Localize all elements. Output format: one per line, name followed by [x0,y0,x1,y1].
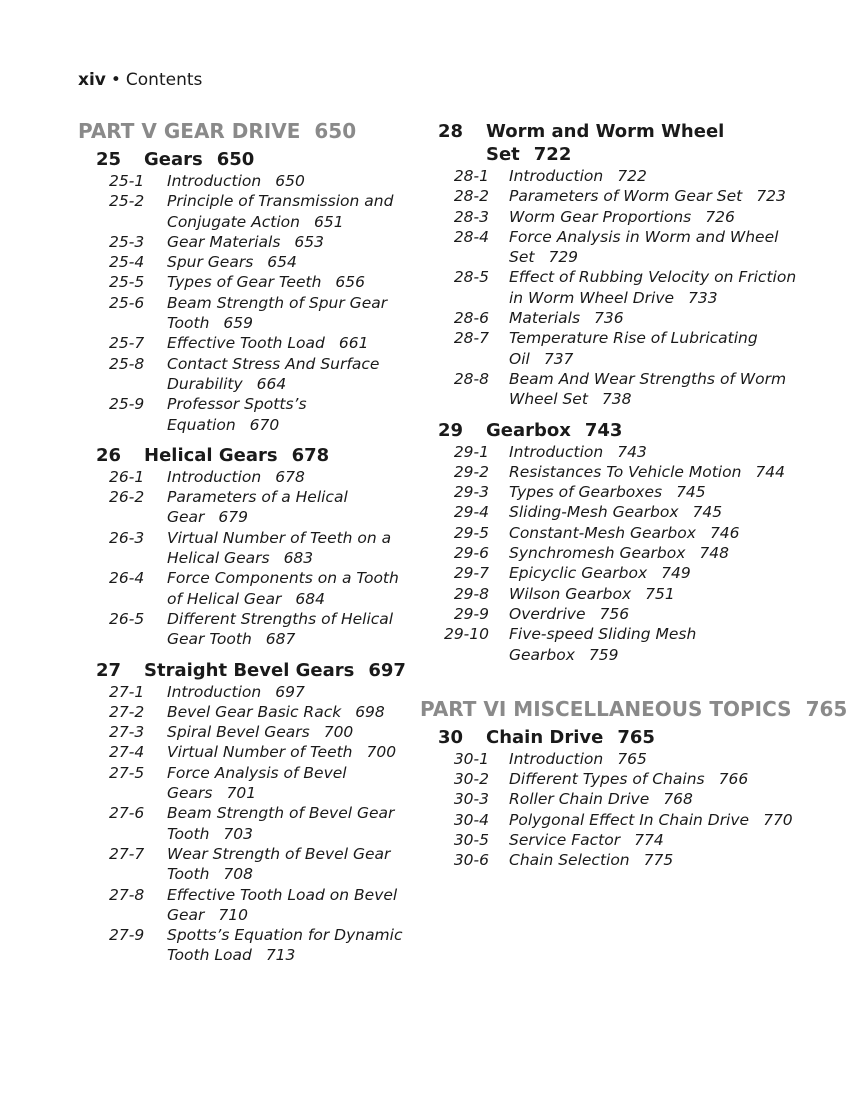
section-number: 25-9 [109,395,145,414]
section-entry[interactable] [420,482,800,502]
section-title: Introduction [509,749,604,768]
part-page: 765 [805,696,847,721]
section-title-group [509,462,800,482]
section-title-group [509,267,800,308]
chapter-number: 30 [437,726,463,748]
section-number: 26-1 [109,467,145,486]
section-list [420,442,800,665]
section-title: Different Types of Chains [509,770,705,789]
section-page: 746 [709,523,740,542]
header-separator: • [110,70,121,90]
section-entry[interactable] [420,462,800,482]
section-title: Sliding-Mesh Gearbox [509,503,679,522]
section-number: 26-2 [109,488,145,507]
section-page: 656 [335,273,366,292]
section-title-group [509,604,800,624]
section-title-group [167,487,418,528]
section-number: 29-1 [453,442,489,461]
section-title-group [167,333,418,353]
chapter-number: 26 [95,444,121,466]
section-entry[interactable] [78,528,418,569]
section-entry[interactable] [420,543,800,563]
section-entry[interactable] [420,523,800,543]
section-entry[interactable] [78,394,418,435]
section-number: 27-5 [109,763,145,782]
section-entry[interactable] [420,789,800,809]
section-number: 30-4 [453,810,489,829]
section-number: 25-1 [109,172,145,190]
section-title-group [167,272,418,292]
chapter-title: Straight Bevel Gears [144,659,355,681]
section-title-group [509,369,800,410]
running-head [78,70,202,90]
section-page: 700 [323,723,354,742]
section-title: Resistances To Vehicle Motion [509,462,742,481]
section-number: 27-4 [109,743,145,762]
section-title-group [167,191,418,232]
section-page: 745 [676,483,706,502]
section-entry[interactable] [420,328,800,369]
section-page: 759 [588,645,619,664]
section-title-group [167,394,418,435]
section-page: 653 [294,232,324,251]
chapter-number: 25 [95,149,121,170]
section-page: 701 [226,784,257,803]
section-title-group [167,232,418,252]
chapter-heading[interactable] [420,726,800,749]
section-title-group [509,227,800,268]
part-label: PART V [78,119,157,143]
section-number: 25-6 [109,293,145,312]
chapter-title-group [144,444,418,467]
section-page: 736 [594,309,624,328]
section-entry[interactable] [420,369,800,410]
section-title: Roller Chain Drive [509,790,650,809]
section-number: 30-5 [453,831,489,850]
section-title: Materials [509,309,581,328]
section-title-group [167,763,418,804]
section-title: Beam Strength of Bevel Gear Tooth [167,804,395,843]
section-number: 28-5 [453,268,489,287]
part-title: GEAR DRIVE [163,119,301,143]
section-page: 684 [295,589,325,608]
section-number: 29-5 [453,523,489,542]
section-title: Worm Gear Proportions [509,207,692,226]
chapter-block [420,120,800,410]
section-page: 683 [283,549,314,568]
section-list [78,171,418,435]
section-title-group [167,844,418,885]
section-title: Introduction [167,172,262,190]
section-title-group [167,354,418,395]
section-title-group [509,482,800,502]
section-page: 766 [718,770,749,789]
section-entry[interactable] [420,624,800,665]
section-entry[interactable] [78,467,418,487]
section-title-group [509,523,800,543]
section-page: 768 [663,790,693,809]
chapter-title-group [144,659,418,682]
chapter-heading[interactable] [420,120,800,166]
part-heading [78,118,418,144]
section-page: 743 [617,442,647,461]
section-page: 654 [267,253,297,272]
chapter-page: 678 [291,444,330,466]
section-title: Types of Gear Teeth [167,273,322,292]
section-title: Polygonal Effect In Chain Drive [509,810,750,829]
chapter-block [420,419,800,665]
section-title-group [167,742,418,762]
section-number: 29-9 [453,604,489,623]
section-title-group [509,850,800,870]
section-entry[interactable] [420,267,800,308]
section-page: 659 [223,314,254,333]
section-title-group [509,624,800,665]
section-entry[interactable] [78,844,418,885]
section-entry[interactable] [420,502,800,522]
section-number: 29-7 [453,564,489,583]
section-entry[interactable] [78,171,418,191]
section-title: Beam Strength of Spur Gear Tooth [167,293,388,333]
section-number: 28-8 [453,369,489,388]
section-entry[interactable] [420,749,800,769]
section-number: 27-7 [109,844,145,863]
chapter-page: 697 [368,659,406,681]
section-number: 30-1 [453,749,489,768]
section-page: 708 [223,865,254,884]
section-page: 651 [313,212,344,231]
section-number: 29-8 [453,584,489,603]
section-title-group [509,749,800,769]
section-entry[interactable] [78,763,418,804]
section-title: Virtual Number of Teeth on a Helical Gears [167,528,392,568]
section-number: 25-7 [109,334,145,353]
chapter-title-group [144,148,418,171]
section-page: 679 [218,508,249,527]
section-title: Spotts’s Equation for Dynamic Tooth Load [167,926,403,965]
section-entry[interactable] [420,166,800,186]
section-title: Introduction [509,167,604,185]
section-entry[interactable] [420,810,800,830]
part-label: PART VI [420,696,507,721]
section-title-group [167,609,418,650]
section-number: 29-4 [453,503,489,522]
section-entry[interactable] [420,830,800,850]
chapter-block [78,148,418,435]
section-page: 738 [601,390,632,409]
section-number: 25-2 [109,192,145,211]
chapter-number: 29 [437,419,463,441]
section-title-group [167,252,418,272]
section-page: 756 [599,604,630,623]
section-page: 723 [756,187,786,206]
chapter-title: Worm and Worm Wheel Set [486,121,725,165]
part-title-group [513,696,847,722]
section-title: Types of Gearboxes [509,483,663,502]
section-title: Spur Gears [167,253,254,272]
section-title-group [509,442,800,462]
section-page: 729 [548,248,579,267]
section-entry[interactable] [78,191,418,232]
section-number: 25-4 [109,253,145,272]
section-number: 27-2 [109,702,145,721]
running-head-title: Contents [125,70,203,90]
section-title-group [167,528,418,569]
section-entry[interactable] [420,442,800,462]
section-number: 25-5 [109,273,145,292]
section-page: 700 [366,743,397,762]
section-page: 713 [265,946,296,965]
section-number: 30-2 [453,770,489,789]
section-page: 745 [692,503,723,522]
section-title-group [167,682,418,702]
section-number: 29-3 [453,483,489,502]
section-number: 28-7 [453,329,489,348]
section-entry[interactable] [78,487,418,528]
section-entry[interactable] [420,769,800,789]
section-title: Different Strengths of Helical Gear Tooth [167,609,394,649]
chapter-page: 743 [584,419,623,441]
section-entry[interactable] [78,333,418,353]
section-list [420,749,800,871]
section-page: 670 [249,415,280,434]
section-page: 765 [617,749,647,768]
section-title: Force Analysis of Bevel Gears [167,763,347,803]
section-number: 26-5 [109,609,145,628]
part-title-group [164,118,356,144]
section-title: Temperature Rise of Lubricating Oil [509,329,758,368]
chapter-heading[interactable] [78,659,418,682]
section-page: 749 [661,564,691,583]
section-title-group [167,803,418,844]
section-entry[interactable] [78,252,418,272]
section-number: 29-6 [453,544,489,563]
section-entry[interactable] [78,742,418,762]
section-title: Introduction [167,467,262,486]
section-title: Introduction [167,682,262,701]
section-number: 30-3 [453,790,489,809]
section-page: 770 [763,810,793,829]
section-page: 678 [275,467,305,486]
section-title-group [167,171,418,191]
chapter-page: 650 [216,149,255,170]
chapter-heading[interactable] [420,419,800,442]
part-heading [420,696,847,722]
section-title: Overdrive [509,604,586,623]
chapter-page: 722 [533,144,572,165]
chapter-heading[interactable] [78,148,418,171]
chapter-heading[interactable] [78,444,418,467]
section-page: 697 [275,682,305,701]
section-page: 722 [617,167,647,185]
chapter-title: Gears [144,149,203,170]
section-title-group [509,584,800,604]
section-title-group [167,925,418,966]
section-page: 687 [265,630,296,649]
section-title-group [167,293,418,334]
chapter-title-group [486,419,800,442]
section-entry[interactable] [420,308,800,328]
section-entry[interactable] [420,584,800,604]
section-page: 751 [645,584,675,603]
section-title-group [167,568,418,609]
section-title-group [167,885,418,926]
section-title-group [509,789,800,809]
section-entry[interactable] [78,702,418,722]
part-spacer [420,674,800,696]
chapter-block [78,444,418,650]
section-title: Parameters of a Helical Gear [167,488,348,527]
section-title: Effective Tooth Load [167,334,325,353]
section-number: 28-4 [453,227,489,246]
section-page: 744 [755,462,785,481]
section-entry[interactable] [78,609,418,650]
section-number: 27-9 [109,926,145,945]
section-number: 27-1 [109,682,145,701]
section-number: 30-6 [453,851,489,870]
section-number: 28-3 [453,207,489,226]
section-title: Introduction [509,442,604,461]
section-title: Force Components on a Tooth of Helical Gear [167,569,399,608]
section-page: 703 [223,824,254,843]
section-title: Wilson Gearbox [509,584,632,603]
section-title: Bevel Gear Basic Rack [167,702,342,721]
section-title: Synchromesh Gearbox [509,544,686,563]
section-title-group [167,467,418,487]
section-page: 726 [705,207,735,226]
section-list [420,166,800,410]
section-entry[interactable] [78,354,418,395]
section-number: 29-10 [443,625,489,644]
section-title: Principle of Transmission and Conjugate Action [167,192,394,231]
section-page: 664 [256,374,287,393]
section-title-group [509,543,800,563]
section-entry[interactable] [78,682,418,702]
section-entry[interactable] [420,850,800,870]
section-entry[interactable] [420,227,800,268]
section-title-group [509,207,800,227]
section-title-group [509,166,800,186]
section-title: Constant-Mesh Gearbox [509,523,696,542]
page-number: xiv [78,70,106,90]
section-entry[interactable] [78,293,418,334]
section-title: Contact Stress And Surface Durability [167,354,380,393]
section-number: 27-8 [109,885,145,904]
section-title-group [167,722,418,742]
section-page: 661 [338,334,369,353]
section-entry[interactable] [78,722,418,742]
section-entry[interactable] [78,925,418,966]
section-number: 25-8 [109,354,145,373]
section-title: Effective Tooth Load on Bevel Gear [167,885,398,924]
section-number: 25-3 [109,232,145,251]
section-title-group [509,308,800,328]
section-number: 26-3 [109,528,145,547]
section-page: 710 [218,905,249,924]
section-number: 28-1 [453,167,489,185]
section-title-group [509,186,800,206]
section-title: Epicyclic Gearbox [509,564,648,583]
section-title-group [509,830,800,850]
part-page: 650 [314,119,357,143]
chapter-title-group [486,726,800,749]
section-number: 27-6 [109,804,145,823]
section-title: Force Analysis in Worm and Wheel Set [509,227,779,267]
contents-column-right [420,118,847,880]
section-page: 748 [699,544,730,563]
section-title: Service Factor [509,831,621,850]
chapter-block [78,659,418,966]
chapter-page: 765 [617,726,655,748]
section-page: 774 [634,831,664,850]
section-title-group [167,702,418,722]
section-title: Virtual Number of Teeth [167,743,353,762]
section-list [78,682,418,966]
chapter-title-group [486,120,800,166]
section-title-group [509,769,800,789]
section-number: 29-2 [453,462,489,481]
section-page: 733 [688,288,718,307]
section-title-group [509,810,800,830]
section-title: Gear Materials [167,232,281,251]
part-title: MISCELLANEOUS TOPICS [513,696,792,721]
section-title: Beam And Wear Strengths of Worm Wheel Set [509,369,787,409]
section-entry[interactable] [420,186,800,206]
section-title-group [509,563,800,583]
section-number: 28-2 [453,187,489,206]
section-entry[interactable] [78,885,418,926]
section-title-group [509,502,800,522]
section-entry[interactable] [78,232,418,252]
section-page: 737 [543,349,574,368]
chapter-number: 28 [437,121,463,142]
chapter-block [420,726,800,871]
section-entry[interactable] [420,563,800,583]
section-number: 26-4 [109,569,145,588]
section-page: 775 [643,851,674,870]
section-title: Parameters of Worm Gear Set [509,187,743,206]
section-entry[interactable] [420,604,800,624]
chapter-title: Gearbox [486,419,571,441]
section-entry[interactable] [420,207,800,227]
section-number: 28-6 [453,309,489,328]
section-title-group [509,328,800,369]
section-title: Professor Spotts’s Equation [167,395,307,434]
section-title: Spiral Bevel Gears [167,723,310,742]
section-number: 27-3 [109,723,145,742]
contents-column-left [78,118,418,975]
section-entry[interactable] [78,272,418,292]
section-entry[interactable] [78,803,418,844]
section-title: Wear Strength of Bevel Gear Tooth [167,844,391,884]
section-title: Chain Selection [509,851,630,870]
chapter-title: Helical Gears [144,444,278,466]
chapter-number: 27 [95,659,121,681]
section-entry[interactable] [78,568,418,609]
section-page: 650 [275,172,305,190]
section-page: 698 [355,702,385,721]
section-title: Five-speed Sliding Mesh Gearbox [509,625,697,664]
section-title: Effect of Rubbing Velocity on Friction in Worm Wheel Drive [509,268,797,307]
section-list [78,467,418,650]
chapter-title: Chain Drive [486,726,604,748]
